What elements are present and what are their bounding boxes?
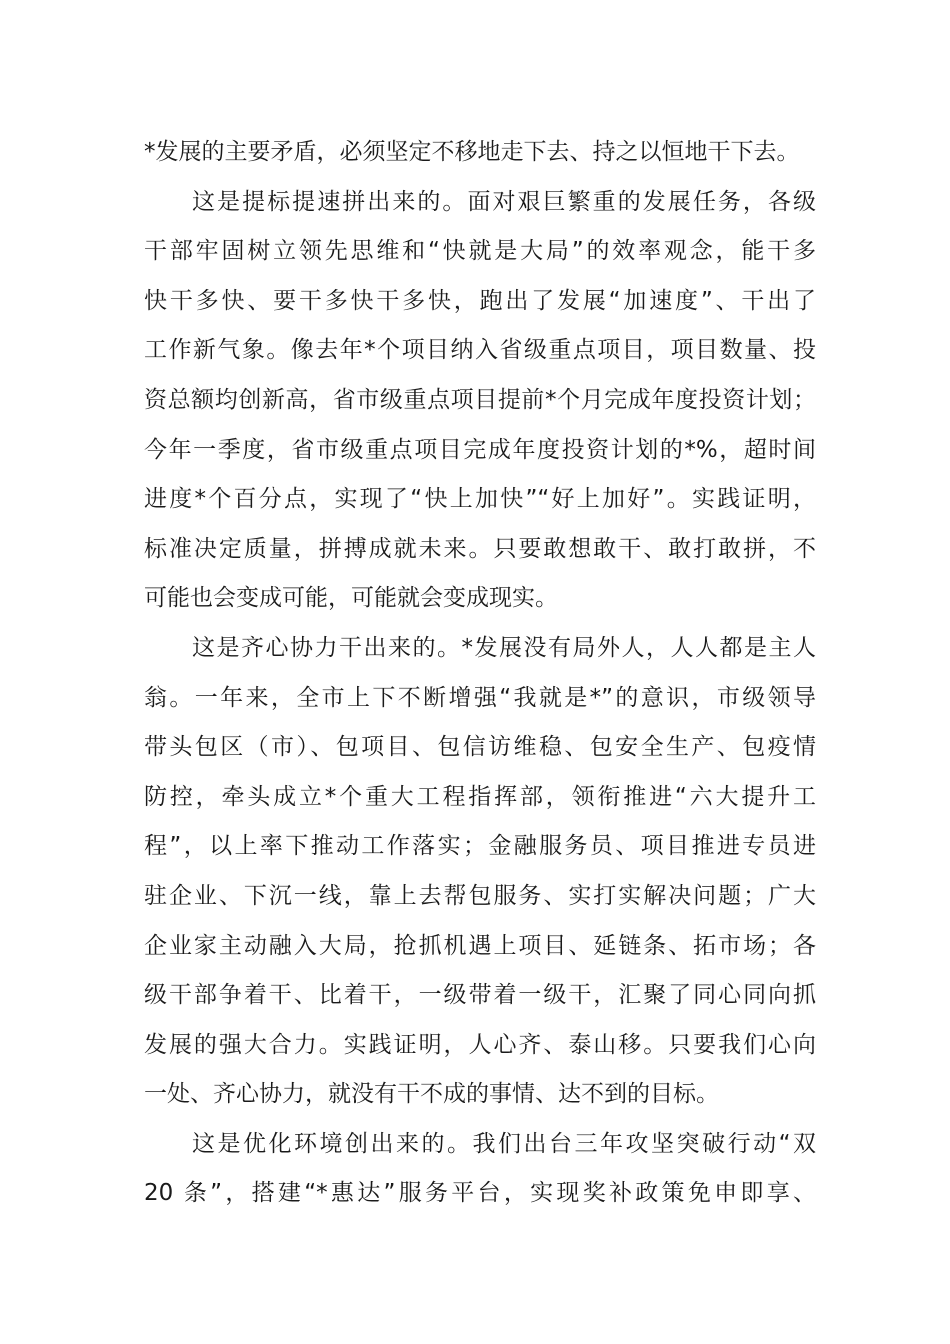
text-line: 这是齐心协力干出来的。*发展没有局外人，人人都是主人 [192, 634, 816, 661]
text-line: 一处、齐心协力，就没有干不成的事情、达不到的目标。 [144, 1081, 719, 1108]
text-line: *发展的主要矛盾，必须坚定不移地走下去、持之以恒地干下去。 [144, 139, 800, 165]
text-line: 干部牢固树立领先思维和“快就是大局”的效率观念，能干多 [144, 238, 816, 265]
text-line: 这是提标提速拼出来的。面对艰巨繁重的发展任务，各级 [192, 188, 816, 215]
text-line: 发展的强大合力。实践证明，人心齐、泰山移。只要我们心向 [144, 1031, 816, 1058]
text-line: 企业家主动融入大局，抢抓机遇上项目、延链条、拓市场；各 [144, 932, 816, 959]
text-line: 快干多快、要干多快干多快，跑出了发展“加速度”、干出了 [144, 287, 816, 314]
text-line: 标准决定质量，拼搏成就未来。只要敢想敢干、敢打敢拼，不 [144, 535, 816, 562]
text-line: 进度*个百分点，实现了“快上加快”“好上加好”。实践证明， [144, 486, 816, 513]
text-line: 今年一季度，省市级重点项目完成年度投资计划的*%，超时间 [144, 436, 816, 463]
text-line: 这是优化环境创出来的。我们出台三年攻坚突破行动“双 [192, 1130, 816, 1157]
text-line: 翁。一年来，全市上下不断增强“我就是*”的意识，市级领导 [144, 684, 816, 711]
text-line: 防控，牵头成立*个重大工程指挥部，领衔推进“六大提升工 [144, 783, 816, 810]
text-line: 带头包区（市）、包项目、包信访维稳、包安全生产、包疫情 [144, 734, 816, 761]
document-body [144, 128, 816, 1219]
text-line: 驻企业、下沉一线，靠上去帮包服务、实打实解决问题；广大 [144, 882, 816, 909]
text-line: 20 条”，搭建“*惠达”服务平台，实现奖补政策免申即享、 [144, 1180, 816, 1207]
text-line: 级干部争着干、比着干，一级带着一级干，汇聚了同心同向抓 [144, 982, 816, 1009]
text-line: 工作新气象。像去年*个项目纳入省级重点项目，项目数量、投 [144, 337, 816, 364]
text-line: 可能也会变成可能，可能就会变成现实。 [144, 585, 558, 612]
text-line: 资总额均创新高，省市级重点项目提前*个月完成年度投资计划； [144, 386, 816, 413]
text-line: 程”，以上率下推动工作落实；金融服务员、项目推进专员进 [144, 833, 816, 860]
